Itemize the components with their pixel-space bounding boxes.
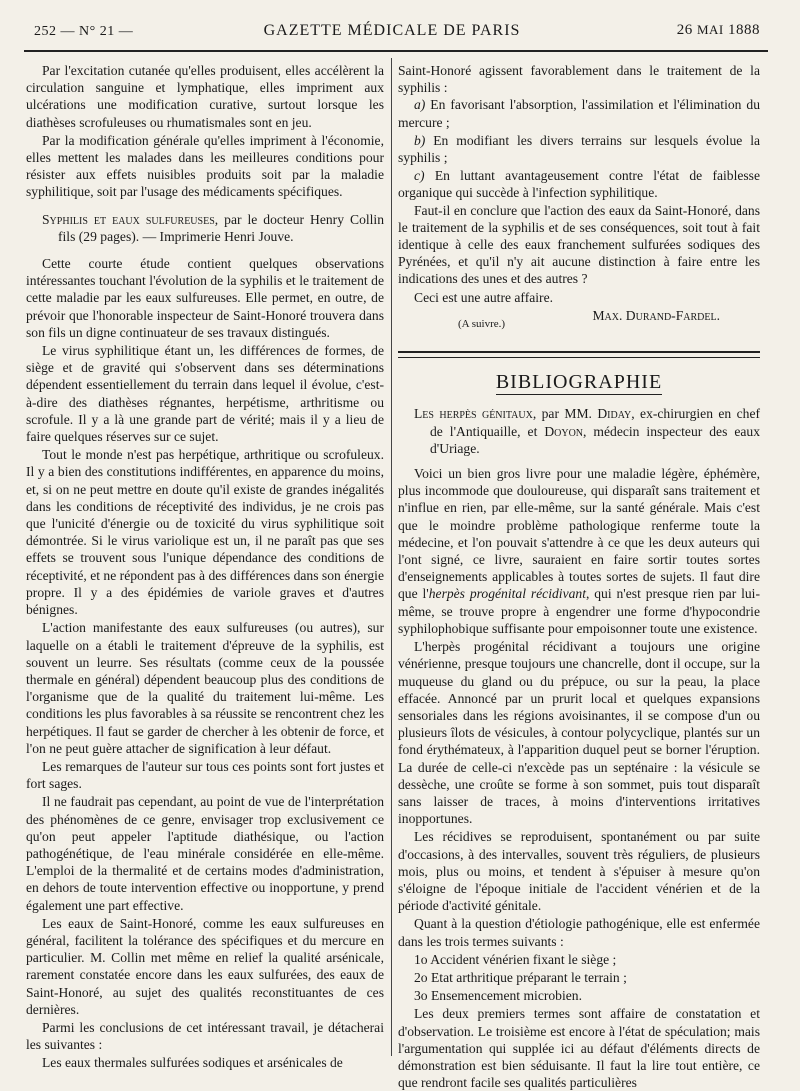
to-be-continued: (A suivre.)	[458, 318, 506, 331]
paragraph: L'action manifestante des eaux sulfureuses (ou autres), sur laquelle on a établi le traitement d'épreuve de la syphilis, est souvent un leurre. Ses résultats (comme ceux de la poussée thermale en général) dépendent beaucoup plus des conditions de l'organisme que de la qualité du traitement lui-même. Les conditions les plus favorables à sa réussite se rencontrent chez les herpétiques. Il faut se garder de chercher à les obtenir de force, et l'on ne peut guère attacher de signification à leur défaut.	[26, 620, 384, 756]
list-text: En luttant avantageusement contre l'état de faiblesse organique qui succède à l'infection syphilitique.	[398, 168, 760, 201]
page-number: 252 — N° 21 —	[34, 24, 134, 39]
paragraph: Saint-Honoré agissent favorablement dans le traitement de la syphilis :	[398, 63, 760, 96]
list-item	[398, 167, 760, 201]
right-column	[398, 62, 760, 1091]
paragraph: Voici un bien gros livre pour une maladie légère, éphémère, plus incommode que douloureuse, qui disparaît sans traitement et n'influe en rien, par elle-même, sur la santé générale. Mais c'est que le moindre problème pathologique renferme toute la médecine, et l'on pouvait s'attendre à ce que les deux auteurs qui l'ont signé, ce livre, sauraient en faire sortir toutes sortes d'enseignements applicables à toutes sortes de sujets. Il faut dire que l'herpès progénital récidivant, qui n'est presque rien par lui-même, se trouve propre à engendrer une forme d'hypocondrie syphilophobique suffisante pour empoisonner toute une existence.	[398, 466, 760, 636]
paragraph: Cette courte étude contient quelques observations intéressantes touchant l'évolution de la syphilis et le traitement de cette maladie par les eaux sulfureuses. Elle permet, en outre, de prévoir que l'honorable inspecteur de Saint-Honoré trouvera dans son fils un digne continuateur de ses travaux distingués.	[26, 256, 384, 340]
list-item: 2o Etat arthritique préparant le terrain ;	[414, 969, 627, 985]
list-marker: c)	[414, 168, 425, 184]
book-heading: Les herpès génitaux, par MM. Diday, ex-chirurgien en chef de l'Antiquaille, et Doyon, médecin inspecteur des eaux d'Uriage.	[414, 406, 761, 456]
list-text: En modifiant les divers terrains sur lesquels évolue la syphilis ;	[398, 132, 760, 166]
list-item	[398, 96, 760, 130]
paragraph: Les eaux de Saint-Honoré, comme les eaux sulfureuses en général, facilitent la tolérance des spécifiques et du mercure en particulier. M. Collin met même en relief la qualité arsénicale, rarement constatée encore dans les eaux sulfurées, des eaux de Saint-Honoré, au sujet des qualités reconstituantes de ces dernières.	[26, 915, 384, 1017]
review-details: , par le docteur Henry Collin fils (29 pages). — Imprimerie Henri Jouve.	[58, 211, 384, 244]
issue-date	[677, 22, 760, 39]
header-rule	[24, 50, 768, 52]
section-title: BIBLIOGRAPHIE	[495, 371, 663, 394]
paragraph: L'herpès progénital récidivant a toujours une origine vénérienne, presque toujours une chancrelle, dont il occupe, sur la muqueuse du gland ou du prépuce, ou sur la peau, la place effacée. Annoncé par un prurit local et quelques expansions sensoriales dans les régions avoisinantes, il se compose d'un ou plusieurs îlots de vésicules, à contour polycyclique, plantés sur un fond érythémateux, à l'apparition duquel peut se borner l'éruption. La durée de celle-ci n'excède pas un septénaire : la vésicule se dessèche, une croûte se forme à son sommet, puis tout disparaît sans laisser de traces, à moins d'interventions irritatives inopportunes.	[398, 639, 760, 827]
date-day: 26	[676, 22, 693, 38]
paragraph: Le virus syphilitique étant un, les différences de formes, de siège et de gravité qui s'observent dans ses déterminations dépendent essentiellement du terrain dans lequel il évolue, c'est-à-dire des diathèses régnantes, herpétisme, arthritisme ou scrofule. Il y a là une grande part de vérité; mais il y a lieu de faire quelques réserves sur ce sujet.	[26, 343, 384, 445]
paragraph: Quant à la question d'étiologie pathogénique, elle est enfermée dans les trois termes suivants :	[398, 916, 760, 949]
conclusions-list	[398, 96, 760, 201]
page-header	[24, 22, 760, 44]
paragraph: Faut-il en conclure que l'action des eaux da Saint-Honoré, dans le traitement de la syphilis et de ses conséquences, soit tout à fait identique à celle des eaux franchement sulfurées sodiques des Pyrénées, et qu'il n'y ait aucune distinction à faire entre les indications des unes et des autres ?	[398, 202, 760, 287]
review-title: Syphilis et eaux sulfureuses	[42, 211, 215, 227]
paragraph: Les récidives se reproduisent, spontanément ou par suite d'occasions, à des intervalles, souvent très réguliers, de plusieurs mois, plus ou moins, et tendent à s'épuiser à mesure qu'on s'éloigne de l'époque initiale de l'accident vénérien et de la période d'activité génitale.	[398, 829, 760, 914]
list-text: En favorisant l'absorption, l'assimilation et l'élimination du mercure ;	[398, 97, 760, 130]
emphasis: herpès progénital récidivant	[428, 586, 586, 602]
journal-title: GAZETTE MÉDICALE DE PARIS	[263, 22, 521, 39]
paragraph: Par la modification générale qu'elles impriment à l'économie, elles mettent les malades dans les meilleures conditions pour résister aux effets nuisibles produits soit par la maladie syphilitique, soit par l'usage des médicaments spécifiques.	[26, 132, 384, 200]
book-title: Les herpès génitaux	[414, 406, 533, 422]
paragraph: Les eaux thermales sulfurées sodiques et arsénicales de	[42, 1055, 343, 1071]
section-rule	[398, 351, 760, 358]
paragraph: Les deux premiers termes sont affaire de constatation et d'observation. Le troisième est encore à l'état de spéculation; mais l'argumentation qui supplée ici au défaut d'éléments directs de démonstration est bien séduisante. Il faut la lire tout entière, ce que rendront facile ses qualités particulières	[398, 1006, 760, 1091]
date-month: MAI	[696, 22, 724, 37]
left-column	[26, 62, 384, 1072]
review-heading	[42, 211, 384, 245]
paragraph: Par l'excitation cutanée qu'elles produisent, elles accélèrent la circulation sanguine et lymphatique, elles impriment aux ulcérations une modification curative, surtout lorsque les diathèses scrofuleuses ou rhumatismales sont en jeu.	[26, 63, 384, 130]
paragraph: Parmi les conclusions de cet intéressant travail, je détacherai les suivantes :	[26, 1019, 384, 1053]
signature: Max. Durand-Fardel.	[592, 307, 720, 323]
author-name: Doyon	[544, 423, 584, 439]
paragraph: Ceci est une autre affaire.	[414, 289, 554, 305]
paragraph: Tout le monde n'est pas herpétique, arthritique ou scrofuleux. Il y a bien des constitutions indifférentes, en apparence du moins, et, si on ne peut mettre en doute qu'il existe de grandes inégalités dans les conditions de réceptivité des individus, je ne crois pas que l'unicité d'énergie ou de toxicité du virus syphilitique soit démontrée. Si le virus variolique est un, il ne paraît pas que ses effets se trouvent sous l'unique dépendance des conditions de réceptivité, et ne répondent pas à des différences dans son énergie propre. Il y a des épidémies de variole graves et d'autres bénignes.	[26, 447, 384, 618]
column-divider	[391, 58, 392, 1056]
paragraph: Les remarques de l'auteur sur tous ces points sont fort justes et fort sages.	[26, 758, 384, 792]
list-item: 3o Ensemencement microbien.	[414, 988, 582, 1004]
paragraph: Il ne faudrait pas cependant, au point de vue de l'interprétation des phénomènes de ce genre, envisager trop exclusivement ce qu'on peut appeler l'aptitude diathésique, ou l'action pathogénétique, de l'eau minérale considérée en elle-même. L'emploi de la thermalité et de certains modes d'administration, en dehors de toute intervention effective ou inopportune, y prend également une part effective.	[26, 794, 384, 913]
list-item	[398, 132, 760, 166]
list-item: 1o Accident vénérien fixant le siège ;	[414, 951, 617, 967]
date-year: 1888	[728, 22, 760, 38]
list-marker: b)	[414, 132, 426, 148]
author-name: Diday	[597, 406, 632, 422]
list-marker: a)	[414, 97, 426, 113]
